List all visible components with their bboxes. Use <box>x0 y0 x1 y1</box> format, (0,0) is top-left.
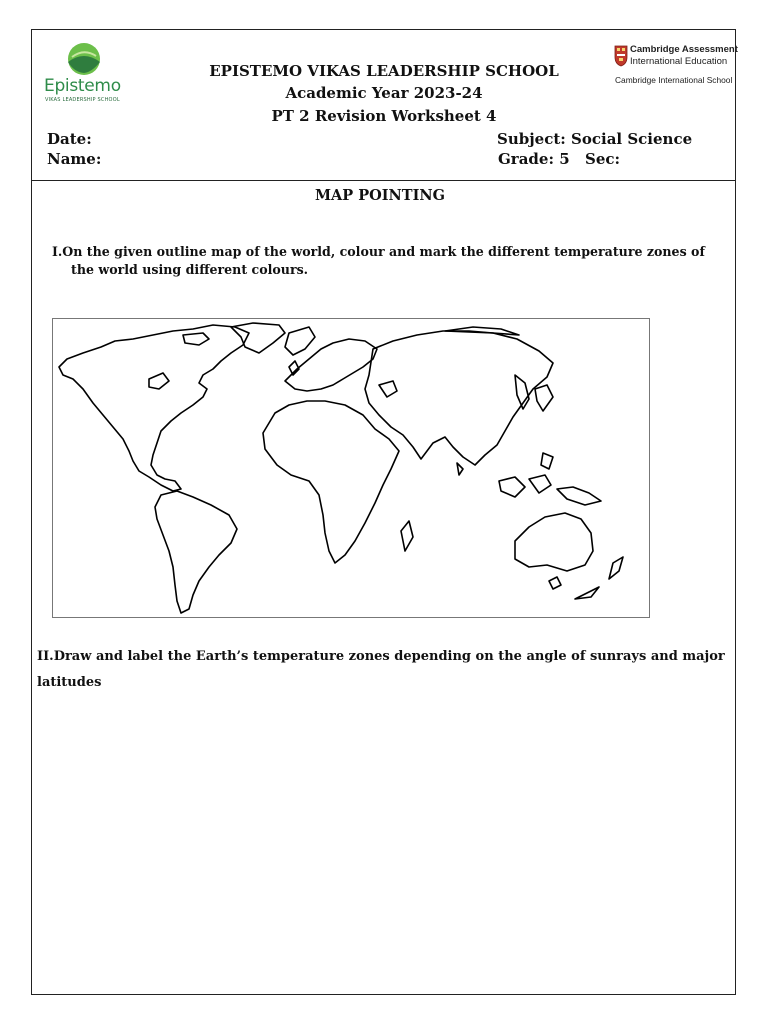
world-outline-map <box>52 318 650 618</box>
section-heading: MAP POINTING <box>314 187 446 204</box>
date-label: Date: <box>47 130 92 148</box>
grade-label: Grade: 5 <box>498 150 570 168</box>
worksheet-title: PT 2 Revision Worksheet 4 <box>271 107 497 125</box>
south-america-outline <box>155 491 237 613</box>
greenland-outline <box>285 327 315 355</box>
name-label: Name: <box>47 150 102 168</box>
cambridge-line-1: Cambridge Assessment <box>630 44 738 55</box>
question-2-line-2: latitudes <box>37 675 102 690</box>
cambridge-line-3: Cambridge International School <box>615 75 733 85</box>
europe-outline <box>285 339 377 391</box>
question-1-line-2: the world using different colours. <box>71 262 309 277</box>
question-1-line-1: I.On the given outline map of the world, colour and mark the different temperature zones of <box>52 244 705 259</box>
africa-outline <box>263 401 399 563</box>
header-divider <box>31 180 736 181</box>
cambridge-line-2: International Education <box>630 56 728 67</box>
world-map-drawing <box>53 319 651 619</box>
sec-label: Sec: <box>585 150 621 168</box>
logo-brand-text: Epistemo <box>44 76 121 96</box>
question-2-line-1: II.Draw and label the Earth’s temperature zones depending on the angle of sunrays and major <box>37 649 725 664</box>
academic-year: Academic Year 2023-24 <box>285 84 483 102</box>
logo-tagline: VIKAS LEADERSHIP SCHOOL <box>45 97 120 103</box>
north-america-outline <box>59 325 249 491</box>
school-name: EPISTEMO VIKAS LEADERSHIP SCHOOL <box>209 62 559 80</box>
subject-label: Subject: Social Science <box>497 130 693 148</box>
australia-outline <box>515 513 593 571</box>
